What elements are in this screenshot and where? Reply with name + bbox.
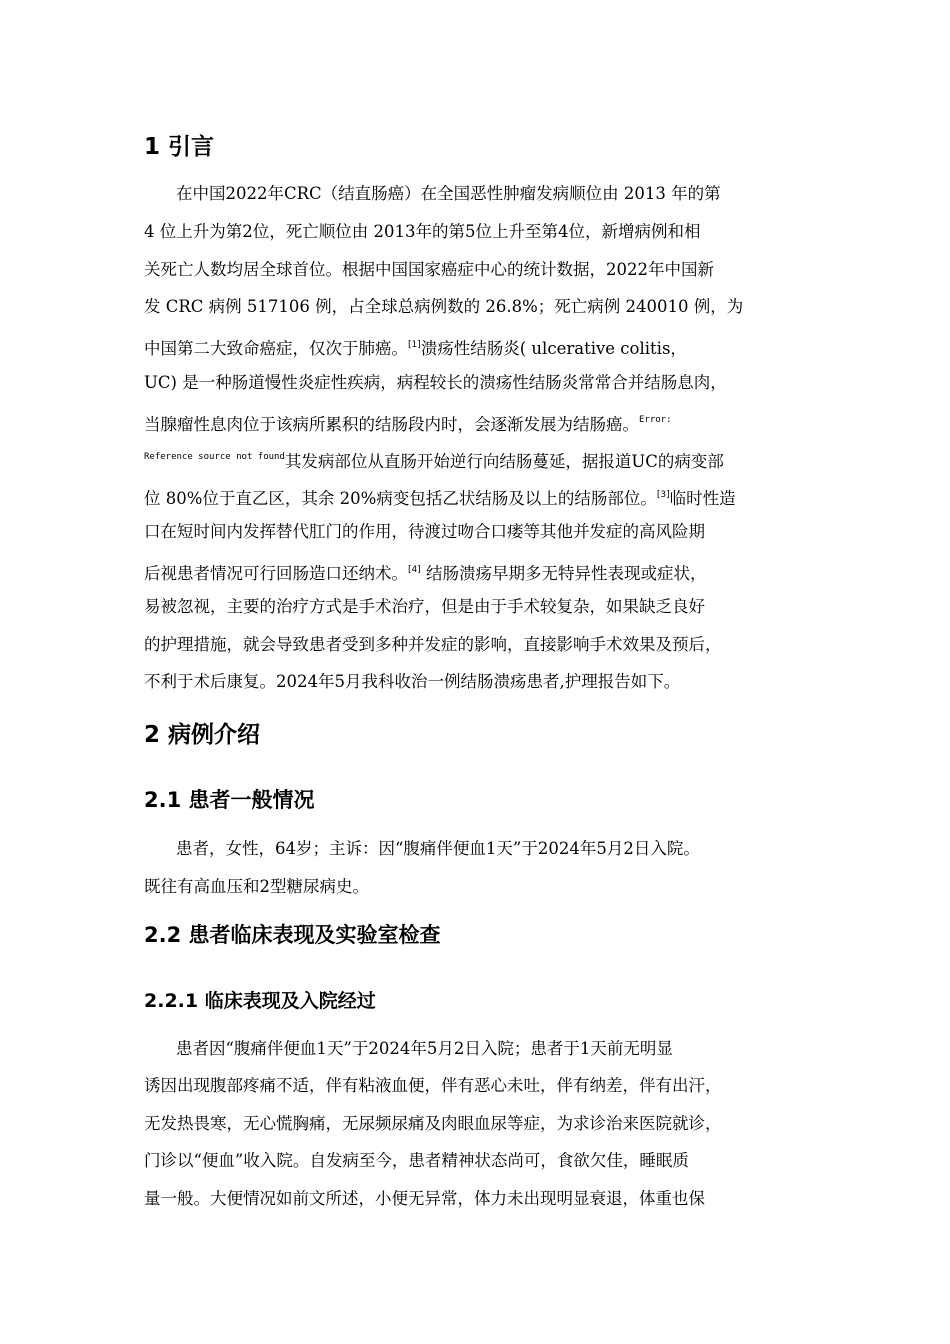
text-run: 后视患者情况可行回肠造口还纳术。: [144, 564, 408, 583]
text-run: 位 80%位于直乙区，其余 20%病变包括乙状结肠及以上的结肠部位。: [144, 489, 657, 508]
citation-ref-4[interactable]: [4]: [408, 565, 421, 575]
text-run: 中国第二大致命癌症，仅次于肺癌。: [144, 339, 408, 358]
paragraph-line: 发 CRC 病例 517106 例，占全球总病例数的 26.8%；死亡病例 240010 例，为: [144, 297, 744, 316]
paragraph-line: 的护理措施，就会导致患者受到多种并发症的影响，直接影响手术效果及预后，: [144, 635, 722, 654]
paragraph-line: UC) 是一种肠道慢性炎症性疾病，病程较长的溃疡性结肠炎常常合并结肠息肉，: [144, 373, 727, 392]
subsection-heading-clinical-exam: 2.2 患者临床表现及实验室检查: [144, 923, 441, 947]
text-run: 溃疡性结肠炎( ulcerative colitis，: [420, 339, 687, 358]
paragraph-line: [144, 559, 814, 585]
citation-ref-1[interactable]: [1]: [408, 340, 421, 350]
subsubsection-heading-clinical-admission: 2.2.1 临床表现及入院经过: [144, 990, 376, 1012]
paragraph-line: 无发热畏寒，无心慌胸痛，无尿频尿痛及肉眼血尿等症，为求诊治来医院就诊，: [144, 1114, 722, 1133]
section-heading-case-introduction: 2 病例介绍: [144, 722, 261, 748]
paragraph-line: 不利于术后康复。2024年5月我科收治一例结肠溃疡患者,护理报告如下。: [144, 672, 681, 691]
citation-ref-3[interactable]: [3]: [656, 490, 670, 500]
paragraph-line: 既往有高血压和2型糖尿病史。: [144, 877, 369, 896]
paragraph-line: 易被忽视，主要的治疗方式是手术治疗，但是由于手术较复杂，如果缺乏良好: [144, 597, 705, 616]
broken-reference-error: Error:: [639, 415, 672, 425]
paragraph-line: 口在短时间内发挥替代肛门的作用，待渡过吻合口瘘等其他并发症的高风险期: [144, 522, 705, 541]
paragraph-line: 量一般。大便情况如前文所述，小便无异常，体力未出现明显衰退，体重也保: [144, 1189, 705, 1208]
paragraph-line: 患者因“腹痛伴便血1天”于2024年5月2日入院；患者于1天前无明显: [176, 1039, 673, 1058]
paragraph-line: [144, 484, 814, 510]
paragraph-line: 患者，女性，64岁；主诉：因“腹痛伴便血1天”于2024年5月2日入院。: [176, 839, 700, 858]
section-heading-introduction: 1 引言: [144, 134, 215, 160]
paragraph-line: 诱因出现腹部疼痛不适，伴有粘液血便，伴有恶心未吐，伴有纳差，伴有出汗，: [144, 1076, 722, 1095]
text-run: 其发病部位从直肠开始逆行向结肠蔓延，据报道UC的病变部: [284, 452, 724, 471]
paragraph-line: 关死亡人数均居全球首位。根据中国国家癌症中心的统计数据，2022年中国新: [144, 260, 714, 279]
broken-reference-error: Reference source not found: [144, 452, 285, 462]
text-run: 结肠溃疡早期多无特异性表现或症状，: [420, 564, 707, 583]
paragraph-line: 4 位上升为第2位，死亡顺位由 2013年的第5位上升至第4位，新增病例和相: [144, 222, 701, 241]
paragraph-line: 门诊以“便血”收入院。自发病至今，患者精神状态尚可，食欲欠佳，睡眠质: [144, 1151, 689, 1170]
paragraph-line: [144, 334, 814, 360]
subsection-heading-patient-general: 2.1 患者一般情况: [144, 788, 315, 812]
text-run: 当腺瘤性息肉位于该病所累积的结肠段内时，会逐渐发展为结肠癌。: [144, 415, 639, 434]
paragraph-line: [144, 409, 814, 436]
text-run: 临时性造: [669, 489, 736, 508]
paragraph-line: [144, 446, 814, 473]
paragraph-line: 在中国2022年CRC（结直肠癌）在全国恶性肿瘤发病顺位由 2013 年的第: [176, 184, 721, 203]
